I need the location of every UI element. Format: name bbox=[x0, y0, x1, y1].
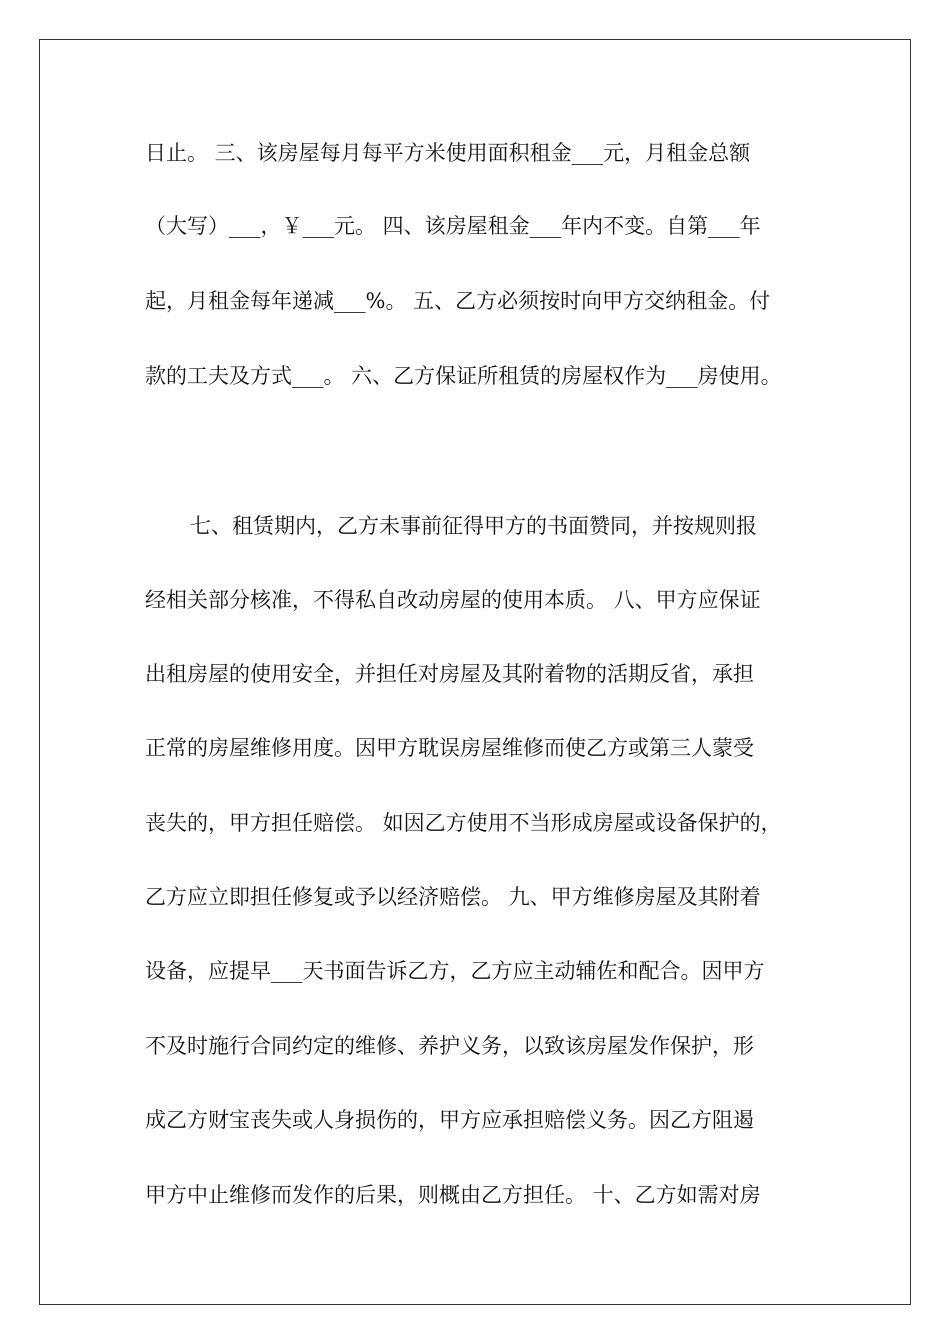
text-line: 日止。 三、该房屋每月每平方米使用面积租金___元，月租金总额 bbox=[145, 141, 751, 165]
text-line: 七、租赁期内，乙方未事前征得甲方的书面赞同，并按规则报 bbox=[190, 514, 757, 538]
text-line: 设备，应提早___天书面告诉乙方，乙方应主动辅佐和配合。因甲方 bbox=[145, 959, 765, 983]
text-line: 不及时施行合同约定的维修、养护义务，以致该房屋发作保护，形 bbox=[145, 1034, 754, 1058]
text-line: 起，月租金每年递减___%。 五、乙方必须按时向甲方交纳租金。付 bbox=[145, 289, 771, 313]
text-line: （大写）___，￥___元。 四、该房屋租金___年内不变。自第___年 bbox=[145, 214, 761, 238]
text-line: 成乙方财宝丧失或人身损伤的，甲方应承担赔偿义务。因乙方阻遏 bbox=[145, 1108, 754, 1132]
text-line: 丧失的，甲方担任赔偿。 如因乙方使用不当形成房屋或设备保护的， bbox=[145, 811, 782, 835]
text-line: 经相关部分核准，不得私自改动房屋的使用本质。 八、甲方应保证 bbox=[145, 588, 761, 612]
text-line: 甲方中止维修而发作的后果，则概由乙方担任。 十、乙方如需对房 bbox=[145, 1183, 761, 1207]
text-line: 款的工夫及方式___。 六、乙方保证所租赁的房屋权作为___房使用。 bbox=[145, 364, 782, 388]
text-line: 乙方应立即担任修复或予以经济赔偿。 九、甲方维修房屋及其附着 bbox=[145, 885, 761, 909]
text-line: 出租房屋的使用安全，并担任对房屋及其附着物的活期反省，承担 bbox=[145, 662, 754, 686]
text-line: 正常的房屋维修用度。因甲方耽误房屋维修而使乙方或第三人蒙受 bbox=[145, 736, 754, 760]
